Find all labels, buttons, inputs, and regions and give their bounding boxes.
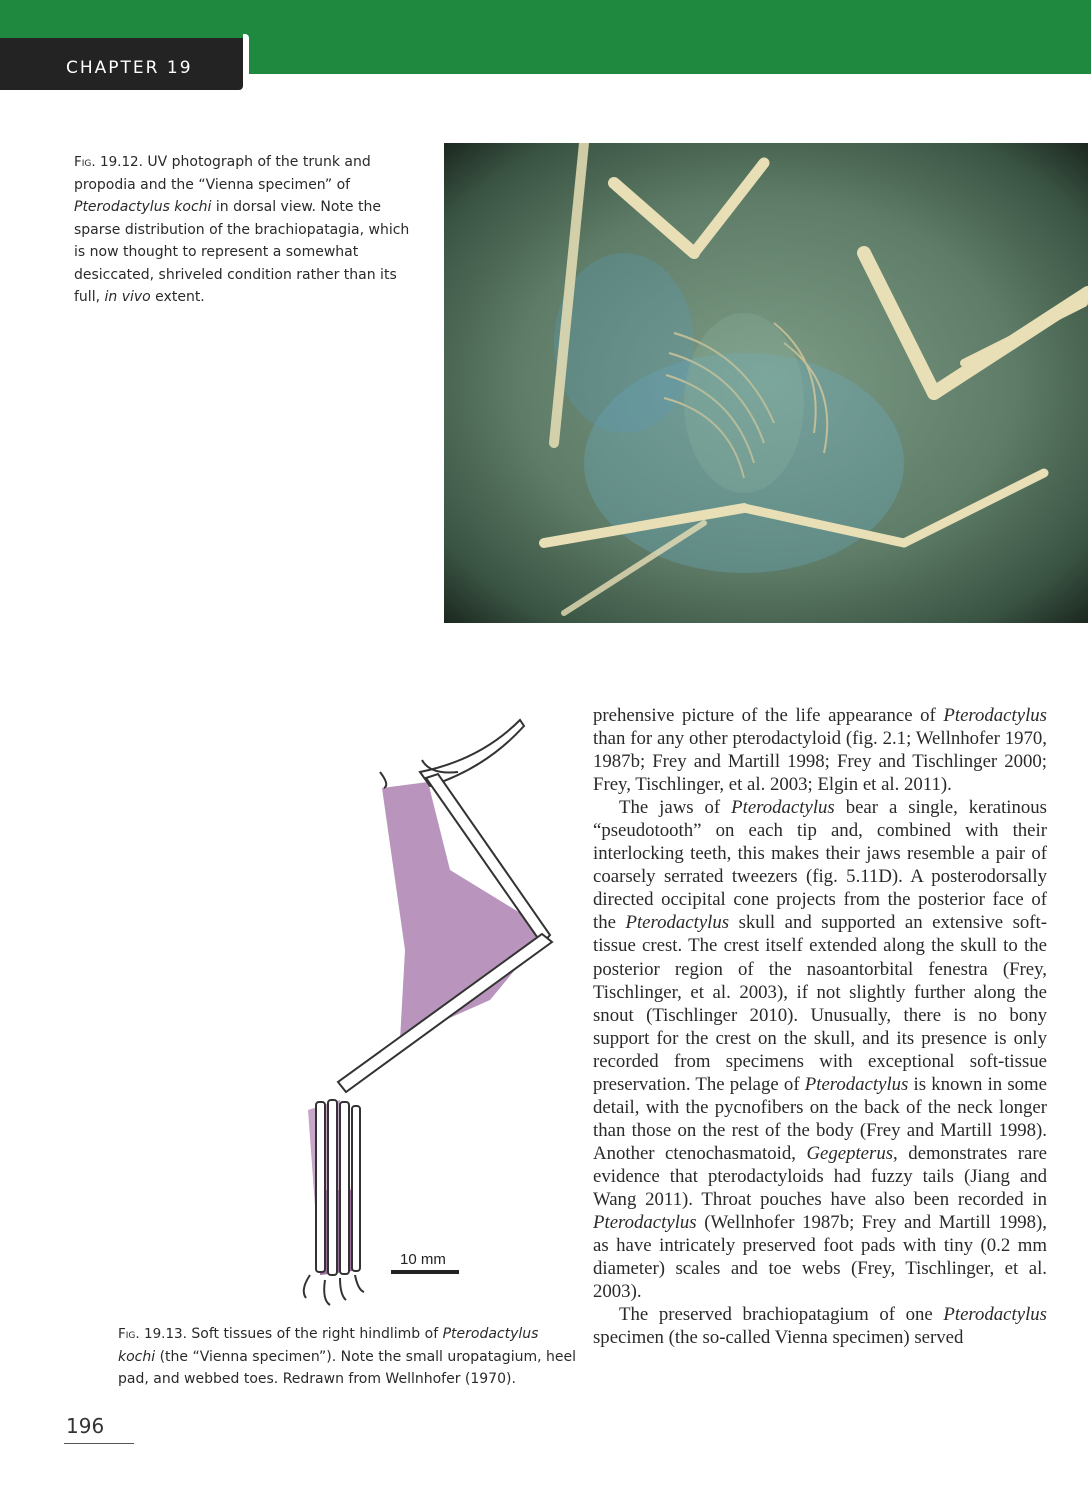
genus-name: Pterodactylus	[625, 912, 730, 934]
caption-text: Soft tissues of the right hindlimb of	[186, 1326, 443, 1342]
species-name: Pterodactylus kochi	[74, 199, 212, 215]
metatarsal-2	[328, 1100, 337, 1275]
text-run: The jaws of	[619, 797, 732, 819]
latin-term: in vivo	[104, 289, 151, 305]
genus-name: Pterodactylus	[943, 1304, 1047, 1326]
text-run: bear a single, keratinous “pseudotooth” on each tip and, combined with their interlocking teeth, this makes their jaws resemble a pair of coarsely serrated tweezers (fig. 5.11D). A posterodorsally directed occipital cone projects from the posterior face of the	[593, 797, 1047, 934]
hindlimb-drawing	[280, 710, 580, 1310]
metatarsal-4	[352, 1106, 360, 1271]
metatarsal-3	[340, 1102, 349, 1274]
chapter-label: CHAPTER 19	[66, 58, 193, 78]
figure-caption-19-13	[118, 1323, 578, 1391]
text-run: , demonstrates rare evidence that pterodactyloids had fuzzy tails (Jiang and Wang 2011). Throat pouches have also been recorded in	[593, 1142, 1047, 1210]
metatarsal-1	[316, 1102, 325, 1272]
caption-text: in dorsal view. Note the sparse distribution of the brachiopatagia, which is now thought to represent a somewhat desiccated, shriveled condition rather than its full,	[74, 199, 410, 305]
figure-caption-19-12	[74, 151, 424, 309]
genus-name: Gegepterus	[806, 1142, 894, 1164]
fossil-photo-graphic	[444, 143, 1088, 623]
paragraph	[593, 704, 1047, 796]
text-run: than for any other pterodactyloid (fig. 2.1; Wellnhofer 1970, 1987b; Frey and Martill 1998; Frey and Tischlinger 2000; Frey, Tischlinger, et al. 2003; Elgin et al. 2011).	[593, 728, 1047, 796]
page-number: 196	[66, 1414, 105, 1438]
text-run: (Wellnhofer 1987b; Frey and Martill 1998), as have intricately preserved foot pads with tiny (0.2 mm diameter) scales and toe webs (Frey, Tischlinger, et al. 2003).	[593, 1212, 1047, 1303]
caption-text: (the “Vienna specimen”). Note the small uropatagium, heel pad, and webbed toes. Redrawn from Wellnhofer (1970).	[118, 1348, 576, 1387]
caption-text: extent.	[150, 289, 205, 305]
paragraph	[593, 1303, 1047, 1349]
claws	[304, 1275, 364, 1305]
genus-name: Pterodactylus	[804, 1073, 909, 1095]
genus-name: Pterodactylus	[593, 1212, 697, 1234]
hindlimb-illustration	[280, 710, 580, 1310]
text-run: prehensive picture of the life appearance of	[593, 705, 944, 726]
caption-text: UV photograph of the trunk and propodia and the “Vienna specimen” of	[74, 154, 371, 193]
uv-fossil-photograph	[444, 143, 1088, 623]
text-run: skull and supported an extensive soft-tissue crest. The crest itself extended along the skull to the posterior region of the nasoantorbital fenestra (Frey, Tischlinger, et al. 2003), if not slightly further along the snout (Tischlinger 2010). Unusually, there is no bony support for the crest on the skull, and its presence is only recorded from specimens with exceptional soft-tissue preservation. The pelage of	[593, 912, 1047, 1095]
text-run: specimen (the so-called Vienna specimen) served	[593, 1327, 964, 1349]
scale-bar	[391, 1270, 459, 1274]
ischium-curve	[380, 772, 386, 788]
page-number-rule	[64, 1443, 134, 1444]
scale-bar-label: 10 mm	[400, 1251, 446, 1268]
genus-name: Pterodactylus	[943, 705, 1047, 726]
genus-name: Pterodactylus	[731, 797, 835, 819]
text-run: is known in some detail, with the pycnofibers on the back of the neck longer than those on the rest of the body (Frey and Martill 1998). Another ctenochasmatoid,	[593, 1073, 1047, 1164]
paragraph	[593, 796, 1047, 1303]
species-name: Pterodactylus kochi	[118, 1326, 539, 1365]
figure-label: Fig. 19.12.	[74, 154, 143, 170]
text-run: The preserved brachiopatagium of one	[619, 1304, 944, 1326]
figure-label: Fig. 19.13.	[118, 1326, 187, 1342]
body-text-column	[593, 704, 1047, 1349]
